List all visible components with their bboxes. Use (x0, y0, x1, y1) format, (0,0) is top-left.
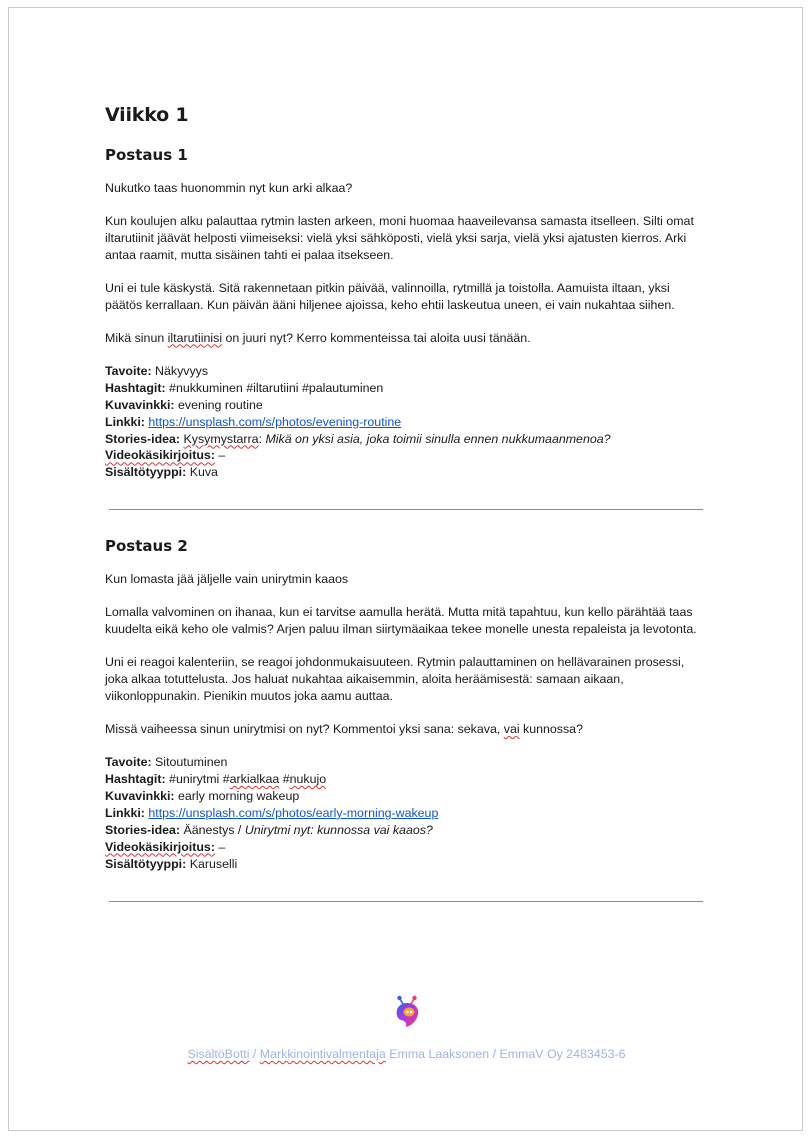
stories-label: Stories-idea: (105, 431, 181, 446)
cta-text: on juuri nyt? Kerro kommenteissa tai aloita uusi tänään. (222, 330, 531, 345)
goal-label: Tavoite: (105, 363, 152, 378)
hashtags-label: Hashtagit: (105, 772, 166, 787)
post-meta (105, 363, 709, 481)
post-divider (109, 509, 703, 510)
post-cta (105, 330, 709, 347)
link-label: Linkki: (105, 805, 145, 820)
unsplash-link[interactable]: https://unsplash.com/s/photos/early-morning-wakeup (148, 805, 439, 820)
stories-label: Stories-idea: (105, 822, 181, 837)
post-title: Postaus 2 (105, 537, 188, 556)
footer-sep: / (249, 1047, 260, 1061)
video-label: Videokäsikirjoitus: (105, 839, 215, 854)
type-label: Sisältötyyppi: (105, 465, 187, 480)
stories-sep: / (234, 822, 245, 837)
post-1 (105, 146, 709, 481)
image-hint-value: evening routine (178, 397, 263, 412)
post-paragraph: Lomalla valvominen on ihanaa, kun ei tarvitse aamulla herätä. Mutta mitä tapahtuu, kun kello pärähtää taas kuudelta eikä keho ole valmis? Arjen paluu ilman siirtymäaikaa tekee monelle unesta repaleista ja levotonta. (105, 605, 697, 637)
post-paragraph: Uni ei tule käskystä. Sitä rakennetaan pitkin päivää, valinnoilla, rytmillä ja toistolla. Aamuista iltaan, yksi päätös kerrallaan. Kun päivän ääni hiljenee ajoissa, keho ehtii laskeutua uneen, ei vain nukahtaa siihen. (105, 280, 675, 312)
image-hint-label: Kuvavinkki: (105, 789, 175, 803)
type-value: Karuselli (189, 856, 238, 871)
image-hint-label: Kuvavinkki: (105, 397, 175, 412)
post-hook: Kun lomasta jää jäljelle vain unirytmin kaaos (105, 572, 349, 587)
footer-company: Emma Laaksonen / EmmaV Oy 2483453-6 (385, 1047, 626, 1061)
spellcheck-word: iltarutiinisi (167, 330, 223, 345)
link-label: Linkki: (105, 414, 145, 429)
cta-text: Missä vaiheessa sinun unirytmisi on nyt? Kommentoi yksi sana: sekava, (105, 721, 504, 736)
video-value: – (218, 839, 226, 854)
post-divider (109, 901, 703, 902)
stories-text: Unirytmi nyt: kunnossa vai kaaos? (244, 822, 433, 837)
post-2 (105, 537, 709, 872)
image-hint-value: early morning wakeup (178, 789, 300, 803)
post-paragraph: Kun koulujen alku palauttaa rytmin lasten arkeen, moni huomaa haaveilevansa samasta itselleen. Silti omat iltarutiinit jäävät helposti viimeiseksi: vielä yksi sähköposti, vielä yksi sarja, vielä yksi ajatusten kierros. Arki antaa raamit, mutta sisäinen tahti ei palaa itsekseen. (105, 214, 694, 262)
footer-brand: SisältöBotti (187, 1047, 250, 1061)
post-hook: Nukutko taas huonommin nyt kun arki alkaa? (105, 181, 353, 195)
unsplash-link[interactable]: https://unsplash.com/s/photos/evening-routine (148, 414, 402, 429)
cta-text: Mikä sinun (105, 330, 168, 345)
robot-logo-icon (392, 993, 422, 1029)
stories-kind: Kysymystarra (183, 431, 259, 446)
post-meta (105, 754, 709, 872)
document-page (8, 7, 803, 1131)
stories-sep: : (258, 431, 266, 446)
hashtag-misspelled: nukujo (289, 772, 327, 787)
hashtags-value: # (279, 772, 290, 787)
video-value: – (218, 448, 226, 463)
spellcheck-word: vai (503, 721, 520, 736)
hashtags-value: #unirytmi # (169, 772, 230, 787)
goal-label: Tavoite: (105, 755, 152, 770)
stories-text: Mikä on yksi asia, joka toimii sinulla ennen nukkumaanmenoa? (265, 431, 611, 446)
video-label: Videokäsikirjoitus: (105, 448, 215, 463)
type-label: Sisältötyyppi: (105, 856, 187, 871)
goal-value: Sitoutuminen (155, 755, 228, 770)
post-paragraph: Uni ei reagoi kalenteriin, se reagoi johdonmukaisuuteen. Rytmin palauttaminen on hellävarainen prosessi, joka alkaa totuttelusta. Jos haluat nukahtaa aikaisemmin, aloita heräämisestä: samaan aikaan, viikonloppunakin. Pienikin muutos joka aamu auttaa. (105, 655, 685, 703)
post-title: Postaus 1 (105, 146, 188, 164)
footer (9, 993, 804, 1061)
post-cta (105, 721, 709, 738)
footer-coaching: Markkinointivalmentaja (259, 1047, 386, 1061)
type-value: Kuva (189, 465, 218, 480)
stories-kind: Äänestys (183, 822, 235, 837)
hashtags-value: #nukkuminen #iltarutiini #palautuminen (169, 380, 384, 395)
hashtag-misspelled: arkialkaa (229, 772, 280, 787)
hashtags-label: Hashtagit: (105, 380, 166, 395)
goal-value: Näkyvyys (155, 363, 209, 378)
document-content (105, 104, 709, 902)
footer-credit (9, 1047, 804, 1061)
week-title: Viikko 1 (105, 104, 189, 126)
cta-text: kunnossa? (519, 721, 583, 736)
